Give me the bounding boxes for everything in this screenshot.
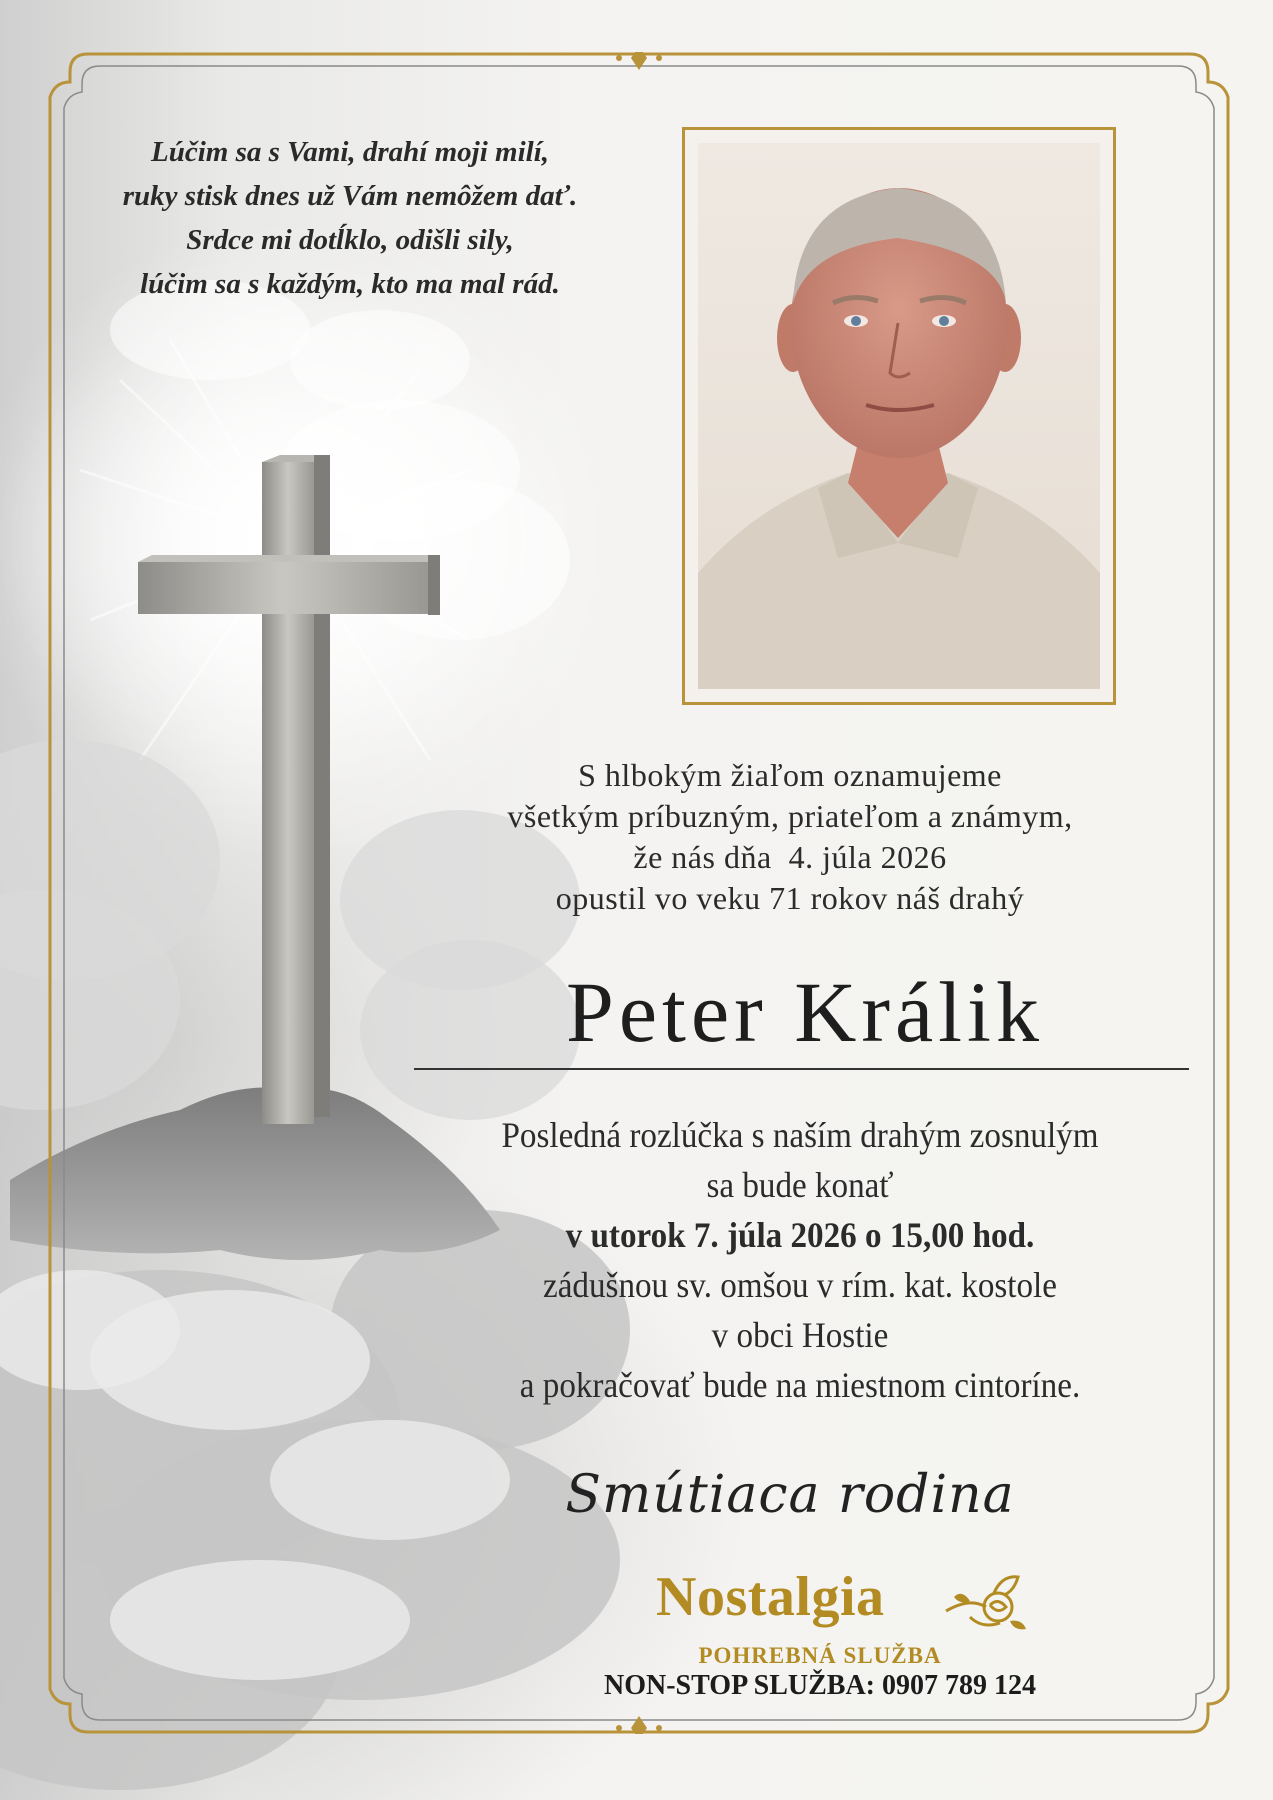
ceremony-details [450,1110,1149,1410]
logo-text: Nostalgia [656,1566,885,1628]
poem-line: ruky stisk dnes už Vám nemôžem dať. [122,180,578,212]
ceremony-line: v obci Hostie [711,1315,889,1355]
logo-subtitle: POHREBNÁ SLUŽBA [698,1643,942,1668]
nonstop-contact: NON-STOP SLUŽBA: 0907 789 124 [604,1670,1036,1701]
ceremony-line: Posledná rozlúčka s naším drahým zosnulým [501,1115,1099,1155]
announcement [440,755,1140,919]
announcement-line: že nás dňa 4. júla 2026 [633,839,947,875]
announcement-line: opustil vo veku 71 rokov náš drahý [555,880,1025,916]
portrait-frame [682,127,1116,705]
ceremony-datetime: v utorok 7. júla 2026 o 15,00 hod. [565,1215,1035,1255]
farewell-poem [70,130,630,306]
poem-line: lúčim sa s každým, kto ma mal rád. [140,268,560,300]
portrait-photo [698,143,1100,689]
rose-icon [940,1567,1030,1633]
ceremony-line: zádušnou sv. omšou v rím. kat. kostole [543,1265,1057,1305]
poem-line: Lúčim sa s Vami, drahí moji milí, [150,136,549,168]
announcement-line: všetkým príbuzným, priateľom a známym, [507,798,1073,834]
ceremony-line: a pokračovať bude na miestnom cintoríne. [519,1365,1081,1405]
ceremony-line: sa bude konať [706,1165,894,1205]
funeral-home-logo [640,1565,1140,1635]
announcement-line: S hlbokým žiaľom oznamujeme [578,757,1002,793]
poem-line: Srdce mi dotĺklo, odišli sily, [186,224,514,256]
family-signature: Smútiaca rodina [565,1465,1015,1525]
deceased-name: Peter Králik [566,964,1044,1060]
name-underline [414,1068,1189,1070]
